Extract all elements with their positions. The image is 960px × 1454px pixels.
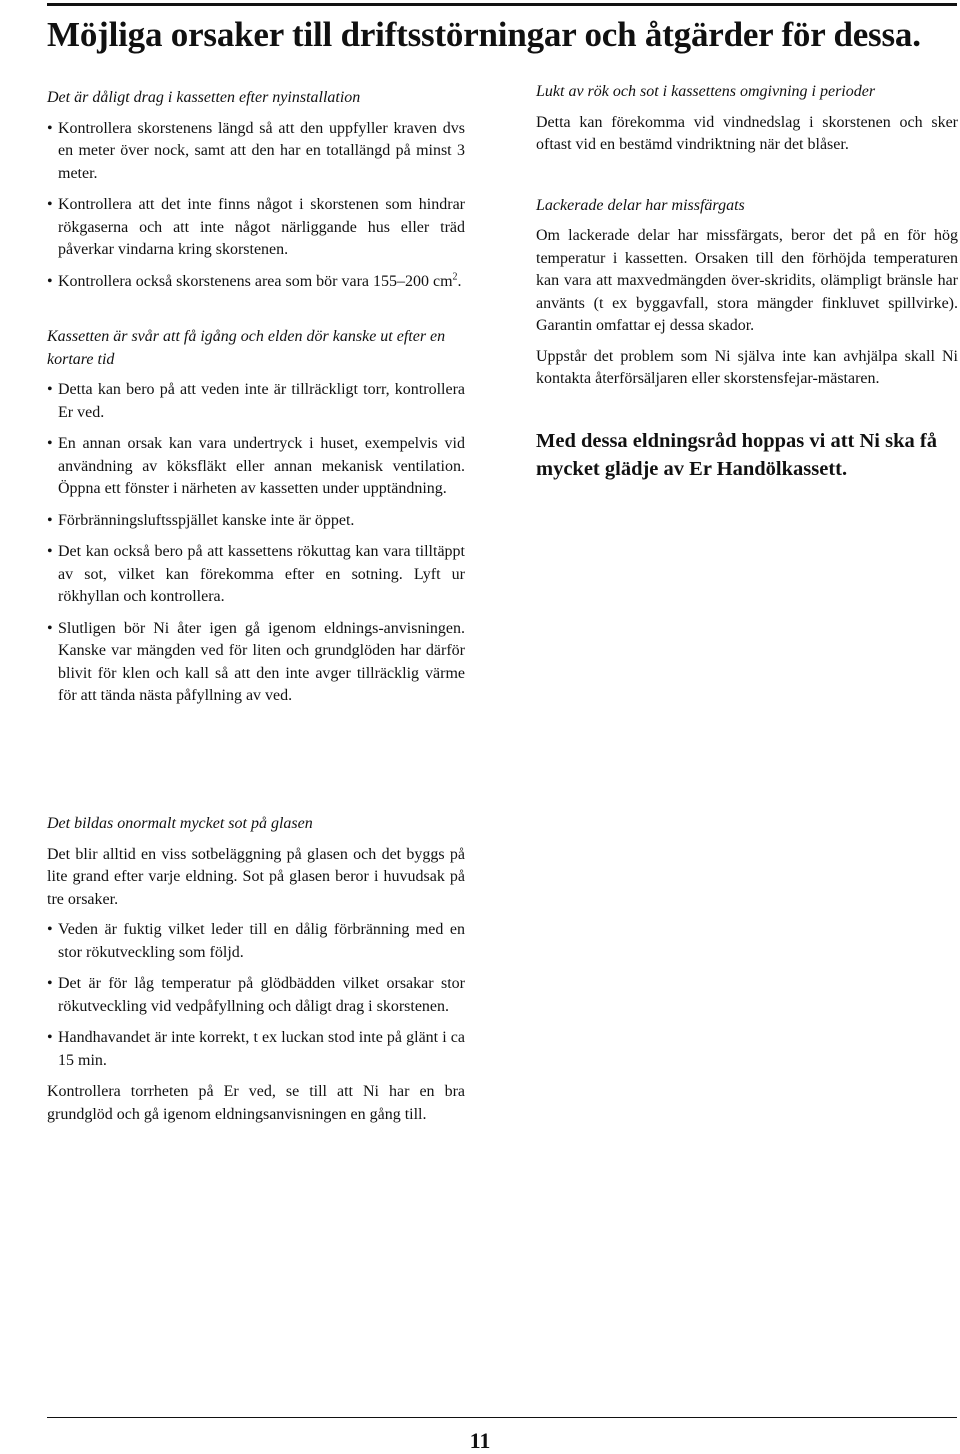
section-heading-draught: Det är dåligt drag i kassetten efter nyinstallation	[47, 89, 361, 106]
left-column	[47, 87, 465, 717]
bullet-icon: •	[47, 381, 53, 398]
bullet-icon: •	[47, 435, 53, 452]
bullet-icon: •	[47, 119, 53, 137]
left-column-lower	[47, 813, 465, 1134]
bullet-icon: •	[47, 272, 53, 290]
top-rule	[47, 3, 957, 6]
bullet-icon: •	[47, 1029, 53, 1046]
list-item: • Veden är fuktig vilket leder till en dålig förbränning med en stor rökutveckling som följd.	[47, 921, 465, 961]
list-item: • Det är för låg temperatur på glödbädden vilket orsakar stor rökutveckling vid vedpåfyllning och dåligt drag i skorstenen.	[47, 975, 465, 1015]
paragraph: Kontrollera torrheten på Er ved, se till att Ni har en bra grundglöd och gå igenom eldningsanvisningen en gång till.	[47, 1083, 465, 1123]
list-item: • Slutligen bör Ni åter igen gå igenom eldnings-anvisningen. Kanske var mängden ved för liten och grundglöden har därför blivit för klen och kall så att den inte avger tillräcklig värme för att tända nästa påfyllning av ved.	[47, 619, 465, 704]
bottom-rule	[47, 1417, 957, 1418]
list-item: • Handhavandet är inte korrekt, t ex luckan stod inte på glänt i ca 15 min.	[47, 1029, 465, 1069]
bullet-icon: •	[47, 196, 53, 213]
list-item: • Kontrollera att det inte finns något i skorstenen som hindrar rökgaserna och att inte något närliggande hus eller träd påverkar vindarna kring skorstenen.	[47, 196, 465, 258]
bullet-icon: •	[47, 543, 53, 560]
paragraph: Det blir alltid en viss sotbeläggning på glasen och det byggs på lite grand efter varje eldning. Sot på glasen beror i huvudsak på tre orsaker.	[47, 845, 465, 908]
closing-statement: Med dessa eldningsråd hoppas vi att Ni ska få mycket glädje av Er Handölkassett.	[536, 429, 937, 480]
section-heading-ignition: Kassetten är svår att få igång och elden dör kanske ut efter en kortare tid	[47, 328, 446, 368]
list-item: • Förbränningsluftsspjället kanske inte är öppet.	[47, 510, 465, 533]
section-heading-soot: Det bildas onormalt mycket sot på glasen	[47, 815, 313, 832]
bullet-icon: •	[47, 619, 53, 637]
section-heading-discoloration: Lackerade delar har missfärgats	[536, 196, 745, 214]
list-item: • En annan orsak kan vara undertryck i huset, exempelvis vid användning av köksfläkt eller annan mekanisk ventilation. Öppna ett fönster i närheten av kassetten under upptändning.	[47, 435, 465, 497]
list-item: • Kontrollera skorstenens längd så att den uppfyller kraven dvs en meter över nock, samt att den har en totallängd på minst 3 meter.	[47, 119, 465, 182]
paragraph: Detta kan förekomma vid vindnedslag i skorstenen och sker oftast vid en bestämd vindriktning när det blåser.	[536, 113, 958, 153]
paragraph: Uppstår det problem som Ni själva inte kan avhjälpa skall Ni kontakta återförsäljaren eller skorstensfejar-mästaren.	[536, 347, 958, 387]
list-item: • Detta kan bero på att veden inte är tillräckligt torr, kontrollera Er ved.	[47, 381, 465, 421]
bullet-list-draught	[47, 118, 465, 294]
bullet-list-soot	[47, 919, 465, 1072]
section-heading-smell: Lukt av rök och sot i kassettens omgivning i perioder	[536, 83, 876, 100]
page-number: 11	[469, 1428, 491, 1453]
right-column	[536, 81, 958, 483]
bullet-icon: •	[47, 511, 53, 529]
list-item: • Det kan också bero på att kassettens rökuttag kan vara tilltäppt av sot, vilket kan förekomma efter en sotning. Lyft ur rökhyllan och kontrollera.	[47, 543, 465, 605]
list-item: • Kontrollera också skorstenens area som bör vara 155–200 $cm^2$.	[47, 271, 465, 294]
bullet-icon: •	[47, 921, 53, 938]
page-title: Möjliga orsaker till driftsstörningar och åtgärder för dessa.	[47, 15, 921, 54]
bullet-list-ignition	[47, 379, 465, 708]
bullet-icon: •	[47, 975, 53, 992]
superscript: 2	[452, 271, 458, 283]
paragraph: Om lackerade delar har missfärgats, beror det på en för hög temperatur i kassetten. Orsaken till den förhöjda temperaturen kan vara att maxvedmängden över-skridits, olämpligt bränsle har använts (t ex byggavfall, stora mängder finkluvet spillvirke). Garantin omfattar ej dessa skador.	[536, 227, 958, 334]
